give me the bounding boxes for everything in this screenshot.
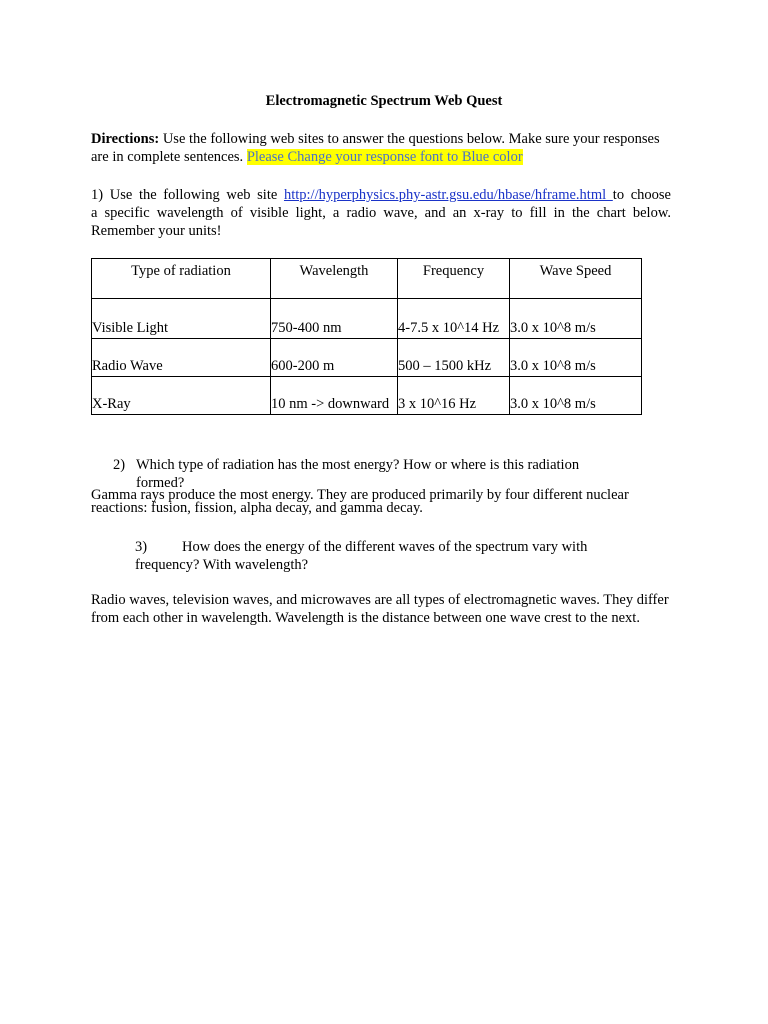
question-1-line-3: Remember your units! xyxy=(91,223,222,239)
table-cell: 3.0 x 10^8 m/s xyxy=(510,377,642,415)
question-3-number: 3) xyxy=(135,539,148,555)
table-header-row xyxy=(92,259,642,299)
directions-text: Use the following web sites to answer the questions below. Make sure your responses are in complete sentences. xyxy=(91,131,660,165)
table-cell: Visible Light xyxy=(92,299,271,339)
table-header-cell: Wavelength xyxy=(271,259,398,299)
table-cell: 4-7.5 x 10^14 Hz xyxy=(398,299,510,339)
directions-label: Directions: xyxy=(91,131,160,147)
question-2-text: Which type of radiation has the most energy? How or where is this radiation formed? xyxy=(136,457,580,491)
table-cell: 3 x 10^16 Hz xyxy=(398,377,510,415)
radiation-table xyxy=(91,258,642,415)
table-row xyxy=(92,377,642,415)
answer-2 xyxy=(91,489,629,515)
directions-paragraph xyxy=(91,130,676,166)
question-2-number: 2) xyxy=(113,457,126,473)
question-3-text: How does the energy of the different waves of the spectrum vary with xyxy=(182,539,588,555)
table-row xyxy=(92,299,642,339)
question-1-line-1 xyxy=(91,186,671,204)
hyperphysics-link[interactable]: http://hyperphysics.phy-astr.gsu.edu/hbase/hframe.html xyxy=(283,187,613,203)
table-row xyxy=(92,339,642,377)
answer-2-line-1: Gamma rays produce the most energy. They are produced primarily by four different nuclear xyxy=(91,487,629,503)
table-cell: 10 nm -> downward xyxy=(271,377,398,415)
question-1-lead: 1) Use the following web site xyxy=(91,187,284,203)
table-cell: Radio Wave xyxy=(92,339,271,377)
question-1 xyxy=(91,186,671,240)
table-cell: X-Ray xyxy=(92,377,271,415)
question-3-text-continued: frequency? With wavelength? xyxy=(135,557,309,573)
table-header-cell: Frequency xyxy=(398,259,510,299)
answer-3: Radio waves, television waves, and microwaves are all types of electromagnetic waves. They differ from each other in wavelength. Wavelength is the distance between one wave crest to the next. xyxy=(91,592,669,626)
table-cell: 3.0 x 10^8 m/s xyxy=(510,299,642,339)
table-cell: 500 – 1500 kHz xyxy=(398,339,510,377)
question-1-line-2: a specific wavelength of visible light, a radio wave, and an x-ray to fill in the chart below. xyxy=(91,205,671,221)
directions-highlight: Please Change your response font to Blue color xyxy=(246,149,523,165)
table-cell: 750-400 nm xyxy=(271,299,398,339)
table-header-cell: Wave Speed xyxy=(510,259,642,299)
answer-2-line-2: reactions: fusion, fission, alpha decay, and gamma decay. xyxy=(91,500,423,516)
page-title: Electromagnetic Spectrum Web Quest xyxy=(265,93,503,109)
table-cell: 600-200 m xyxy=(271,339,398,377)
question-1-line1-tail: to choose xyxy=(612,187,671,203)
table-header-cell: Type of radiation xyxy=(92,259,271,299)
table-cell: 3.0 x 10^8 m/s xyxy=(510,339,642,377)
